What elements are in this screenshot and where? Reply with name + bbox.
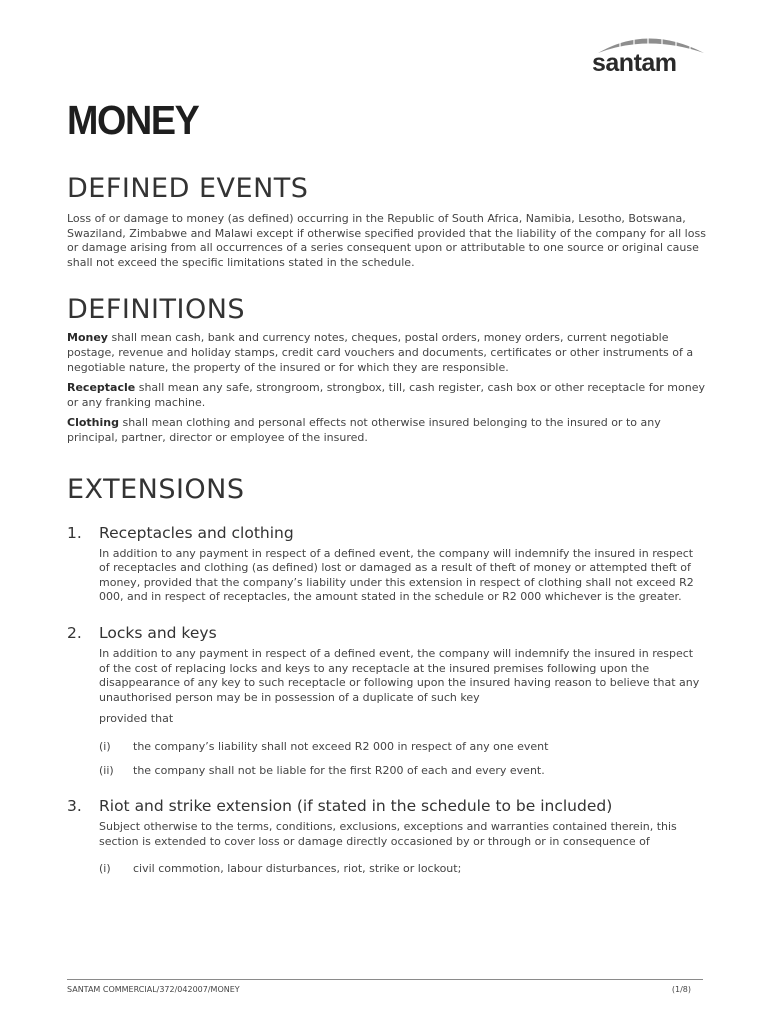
extension-3-heading [67,796,707,816]
extension-number: 2. [67,623,82,642]
definition-term: Clothing [67,416,119,430]
definition-term: Money [67,331,108,345]
provided-that-text: provided that [99,712,174,726]
defined-events-heading: DEFINED EVENTS [67,173,309,204]
sub-item [99,764,707,779]
sub-item-number: (ii) [99,764,114,778]
definition-term: Receptacle [67,381,136,395]
extension-title: Receptacles and clothing [99,523,294,542]
page-number: (1/8) [671,985,691,994]
sub-item-number: (i) [99,739,111,753]
extension-1-text: In addition to any payment in respect of a defined event, the company will indemnify the insured in respect of receptacles and clothing (as defined) lost or damaged as a result of theft of money or attempted theft of money, provided that the company’s liability under this extension in respect of clothing shall not exceed R2 000, and in respect of receptacles, the amount stated in the schedule or R2 000 whichever is the greater. [99,546,694,604]
extension-1-heading [67,523,707,543]
definition-money [67,331,707,375]
logo-text: santam [592,49,677,77]
definition-text: shall mean any safe, strongroom, strongbox, till, cash register, cash box or other receptacle for money or any franking machine. [67,381,706,409]
sub-item [99,740,707,755]
document-body [67,96,707,877]
footer-reference: SANTAM COMMERCIAL/372/042007/MONEY [67,985,240,994]
extension-2-text: In addition to any payment in respect of a defined event, the company will indemnify the insured in respect of the cost of replacing locks and keys to any receptacle at the insured premises following upon the disappearance of any key to such receptacle or following upon the insured having reason to believe that any unauthorised person may be in possession of a duplicate of such key [99,646,700,704]
santam-logo [590,32,708,78]
extension-number: 1. [67,523,82,542]
definition-receptacle [67,381,707,410]
definitions-heading: DEFINITIONS [67,294,246,326]
definition-clothing [67,416,707,445]
page-footer [67,979,703,994]
defined-events-text: Loss of or damage to money (as defined) occurring in the Republic of South Africa, Namibia, Lesotho, Botswana, Swaziland, Zimbabwe and Malawi except if otherwise specified provided that the liability of the company for all loss or damage arising from all occurrences of a series consequent upon or attributable to one source or original cause shall not exceed the specific limitations stated in the schedule. [67,212,706,269]
sub-item-text: civil commotion, labour disturbances, riot, strike or lockout; [133,862,462,876]
sub-item-text: the company shall not be liable for the first R200 of each and every event. [133,764,545,778]
extension-title: Locks and keys [99,623,217,642]
extensions-heading: EXTENSIONS [67,473,245,505]
extension-2-heading [67,623,707,643]
extension-3-text: Subject otherwise to the terms, conditions, exclusions, exceptions and warranties contained therein, this section is extended to cover loss or damage directly occasioned by or through or in consequence of [99,820,677,848]
sub-item-number: (i) [99,862,111,876]
sub-item-text: the company’s liability shall not exceed R2 000 in respect of any one event [133,739,549,753]
extension-title: Riot and strike extension (if stated in the schedule to be included) [99,797,613,816]
definition-text: shall mean cash, bank and currency notes, cheques, postal orders, money orders, current negotiable postage, revenue and holiday stamps, credit card vouchers and documents, certificates or other instruments of a negotiable nature, the property of the insured or for which they are responsible. [67,331,694,374]
page-title: MONEY [67,97,199,143]
definition-text: shall mean clothing and personal effects not otherwise insured belonging to the insured or to any principal, partner, director or employee of the insured. [67,416,661,444]
sub-item [99,862,707,877]
extension-number: 3. [67,797,82,816]
